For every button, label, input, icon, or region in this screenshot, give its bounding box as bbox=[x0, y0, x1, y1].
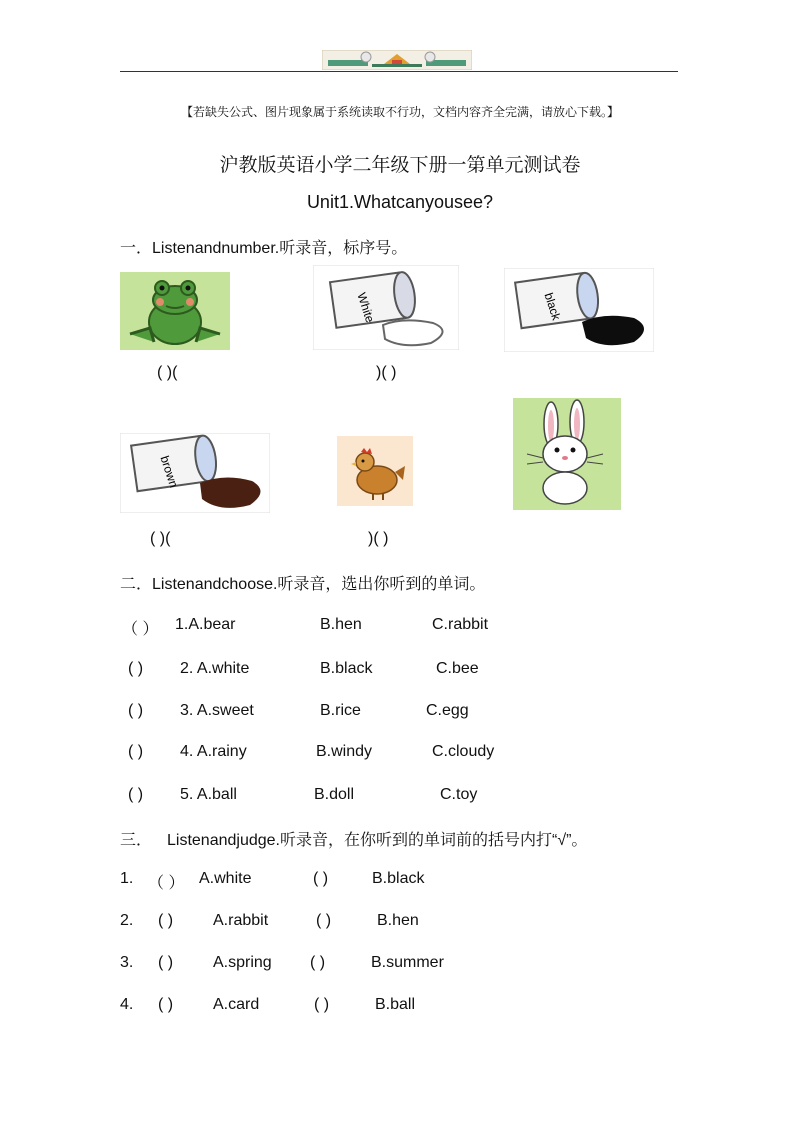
answer-bracket[interactable]: ( ) bbox=[128, 786, 144, 803]
option-b: B.black bbox=[320, 660, 373, 677]
page-title: 沪教版英语小学二年级下册一第单元测试卷 bbox=[219, 154, 581, 176]
answer-bracket[interactable]: ( ) bbox=[310, 954, 326, 971]
option-b: B.hen bbox=[320, 616, 362, 633]
paint-label-black: black bbox=[541, 290, 564, 322]
option-c: C.cloudy bbox=[432, 743, 495, 760]
option-b: B.black bbox=[372, 870, 425, 887]
option-a: 2. A.white bbox=[180, 660, 250, 677]
answer-bracket[interactable]: ( ) bbox=[158, 996, 174, 1013]
item-number: 2. bbox=[120, 912, 134, 929]
option-a: A.card bbox=[213, 996, 260, 1013]
answer-bracket[interactable]: ( ) bbox=[128, 702, 144, 719]
answer-bracket[interactable]: ( ) bbox=[314, 996, 330, 1013]
option-c: C.toy bbox=[440, 786, 478, 803]
answer-bracket[interactable]: ( ) bbox=[128, 743, 144, 760]
header-rule bbox=[120, 71, 678, 72]
option-a: 3. A.sweet bbox=[180, 702, 254, 719]
option-b: B.windy bbox=[316, 743, 373, 760]
answer-bracket[interactable]: ( ) bbox=[158, 954, 174, 971]
paint-label-brown: brown bbox=[157, 453, 181, 490]
section3-heading: Listenandjudge.听录音，在你听到的单词前的括号内打“√”。 bbox=[167, 832, 588, 849]
page-subtitle: Unit1.Whatcanyousee? bbox=[306, 192, 494, 212]
option-b: B.hen bbox=[377, 912, 419, 929]
option-b: B.summer bbox=[371, 954, 444, 971]
section1-heading: 一．Listenandnumber.听录音，标序号。 bbox=[120, 240, 408, 257]
hen-image bbox=[337, 436, 413, 506]
bracket-row1-right: )( ) bbox=[376, 364, 397, 381]
option-a: 4. A.rainy bbox=[180, 743, 247, 760]
option-c: C.bee bbox=[436, 660, 479, 677]
answer-bracket[interactable]: ( ) bbox=[313, 870, 329, 887]
section3-number: 三． bbox=[120, 832, 153, 849]
answer-bracket[interactable]: ( ) bbox=[128, 660, 144, 677]
header-notice: 【若缺失公式、图片现象属于系统读取不行功，文档内容齐全完满，请放心下载。】 bbox=[180, 105, 619, 119]
option-a: A.spring bbox=[213, 954, 272, 971]
option-b: B.rice bbox=[320, 702, 361, 719]
paint-label-white: White bbox=[354, 290, 378, 325]
option-b: B.doll bbox=[314, 786, 355, 803]
header-logo bbox=[322, 50, 472, 70]
answer-bracket[interactable]: （ ） bbox=[148, 875, 185, 892]
answer-bracket[interactable]: ( ) bbox=[158, 912, 174, 929]
paint-black-image bbox=[504, 268, 654, 352]
item-number: 3. bbox=[120, 954, 134, 971]
frog-image bbox=[120, 272, 230, 350]
paint-white-image bbox=[313, 265, 459, 350]
item-number: 4. bbox=[120, 996, 134, 1013]
section2-heading: 二．Listenandchoose.听录音，选出你听到的单词。 bbox=[120, 576, 486, 593]
option-c: C.rabbit bbox=[432, 616, 489, 633]
option-b: B.ball bbox=[375, 996, 416, 1013]
option-c: C.egg bbox=[426, 702, 469, 719]
bracket-row2-right: )( ) bbox=[368, 530, 389, 547]
answer-bracket[interactable]: ( ) bbox=[316, 912, 332, 929]
bracket-row2-left: ( )( bbox=[150, 530, 171, 547]
option-a: 1.A.bear bbox=[175, 616, 236, 633]
option-a: 5. A.ball bbox=[180, 786, 237, 803]
paint-brown-image bbox=[120, 433, 270, 513]
option-a: A.rabbit bbox=[213, 912, 269, 929]
rabbit-image bbox=[513, 398, 621, 510]
item-number: 1. bbox=[120, 870, 134, 887]
bracket-row1-left: ( )( bbox=[157, 364, 178, 381]
option-a: A.white bbox=[199, 870, 252, 887]
answer-bracket[interactable]: （ ） bbox=[122, 621, 159, 638]
